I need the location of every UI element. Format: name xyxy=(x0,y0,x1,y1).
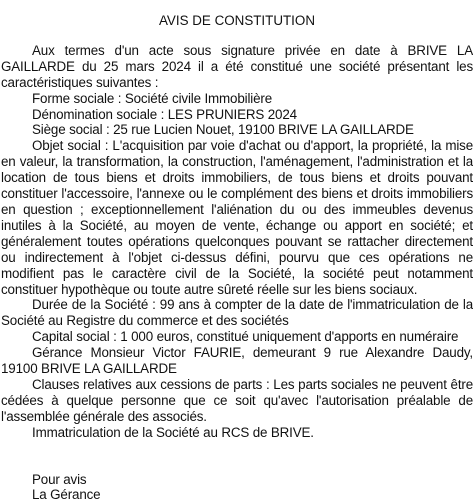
company-name-line: Dénomination sociale : LES PRUNIERS 2024 xyxy=(32,106,297,122)
notice-title: AVIS DE CONSTITUTION xyxy=(159,13,315,28)
share-capital-line: Capital social : 1 000 euros, constitué uniquement d'apports en numéraire xyxy=(32,329,459,345)
legal-form-line: Forme sociale : Société civile Immobilière xyxy=(32,90,273,106)
management-paragraph: Gérance Monsieur Victor FAURIE, demeurant 9 rue Alexandre Daudy, 19100 BRIVE LA GAILLARDE xyxy=(1,345,473,377)
legal-notice xyxy=(0,13,473,503)
registered-office-line: Siège social : 25 rue Lucien Nouet, 19100 BRIVE LA GAILLARDE xyxy=(32,122,414,138)
closing-spacer xyxy=(1,441,473,472)
registration-line: Immatriculation de la Société au RCS de BRIVE. xyxy=(32,424,314,440)
duration-paragraph: Durée de la Société : 99 ans à compter de la date de l'immatriculation de la Société au Registre du commerce et des sociétés xyxy=(1,297,473,329)
notice-intro-paragraph: Aux termes d'un acte sous signature privée en date à BRIVE LA GAILLARDE du 25 mars 2024 il a été constitué une société présentant les caractéristiques suivantes : xyxy=(1,42,473,90)
corporate-purpose-paragraph: Objet social : L'acquisition par voie d'achat ou d'apport, la propriété, la mise en valeur, la transformation, la construction, l'aménagement, l'administration et la location de tous biens et droits immobiliers, de tous biens et droits pouvant constituer l'accessoire, l'annexe ou le complément des biens et droits immobiliers en question ; exceptionnellement l'aliénation du ou des immeubles devenus inutiles à la Société, au moyen de vente, échange ou apport en société; et généralement toutes opérations quelconques pouvant se rattacher directement ou indirectement à l'objet ci-dessus défini, pourvu que ces opérations ne modifient pas le caractère civil de la Société, la société peut notamment constituer hypothèque ou toute autre sûreté réelle sur les biens sociaux. xyxy=(1,138,473,297)
closing-line-pour-avis: Pour avis xyxy=(32,471,87,487)
share-transfer-clause-paragraph: Clauses relatives aux cessions de parts : Les parts sociales ne peuvent être cédées à quelque personne que ce soit qu'avec l'autorisation préalable de l'assemblée générale des associés. xyxy=(1,376,473,424)
closing-line-la-gerance: La Gérance xyxy=(32,487,101,503)
